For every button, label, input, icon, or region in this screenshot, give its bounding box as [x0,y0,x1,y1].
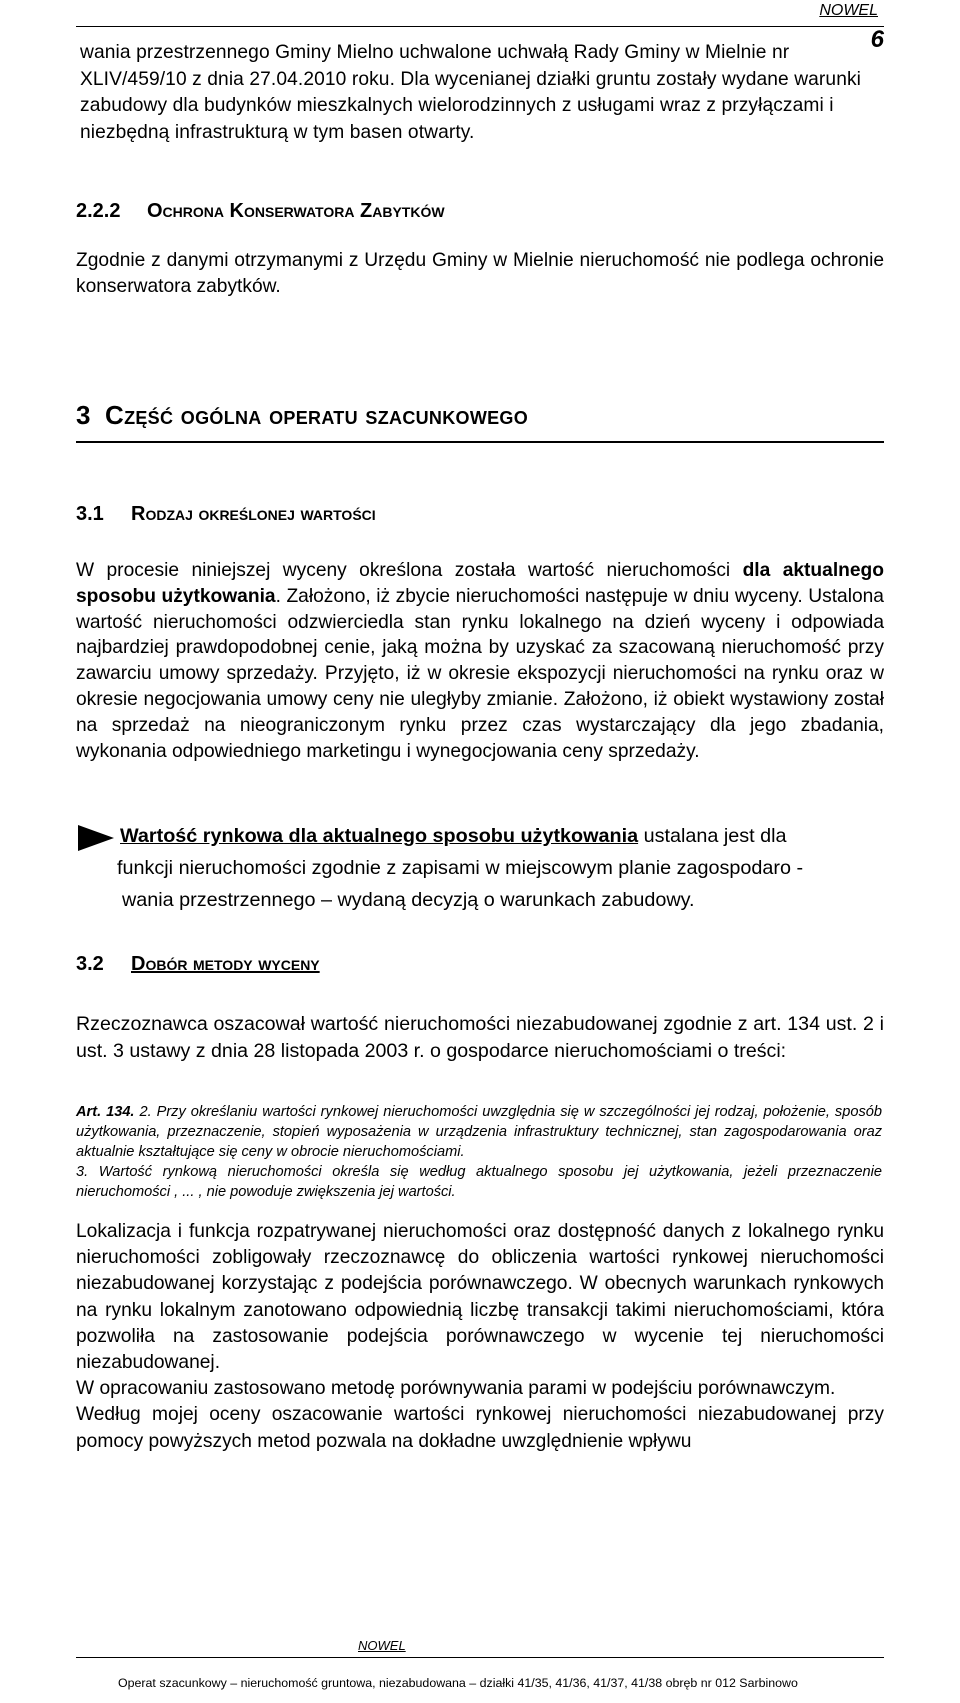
quote-article: Art. 134. [76,1104,135,1120]
footer-brand: NOWEL [358,1638,406,1653]
s31-bold: dla aktualnego sposobu użytkowania [76,560,884,607]
section-number: 3 [76,400,91,430]
s31-paragraph [76,558,884,764]
quote-paragraph-2 [76,1102,882,1162]
section-number: 2.2.2 [76,200,121,222]
s32-paragraph-1: Lokalizacja i funkcja rozpatrywanej nieruchomości oraz dostępność danych z lokalnego rynku nieruchomości zobligowały rzeczoznawcę do obliczenia wartości rynkowej nieruchomości niezabudowanej korzystając z podejścia porównawczego. W obecnych warunkach rynkowych na rynku lokalnym zanotowano odpowiednią liczbę transakcji takimi nieruchomościami, która pozwoliła na zastosowanie podejścia porównawczego w wycenie tej nieruchomości niezabudowanej. [76,1221,884,1374]
section-number: 3.2 [76,953,104,975]
arrow-note-rest: ustalana jest dla [638,825,787,847]
arrow-note-line-2: funkcji nieruchomości zgodnie z zapisami w miejscowym planie zagospodaro - [117,857,804,879]
section-title: Część ogólna operatu szacunkowego [105,400,529,430]
arrow-note-bold: Wartość rynkowa dla aktualnego sposobu użytkowania [120,825,639,847]
arrow-note-line-3: wania przestrzennego – wydaną decyzją o warunkach zabudowy. [122,889,695,911]
header-brand: NOWEL [819,2,878,19]
arrow-note [117,820,880,916]
quote-text-2: 2. Przy określaniu wartości rynkowej nieruchomości uwzględnia się w szczególności jej rodzaj, położenie, sposób użytkowania, przeznaczenie, stopień wyposażenia w urządzenia infrastruktury technicznej, stan zagospodarowania oraz aktualnie kształtujące się ceny w obrocie nieruchomościami. [76,1104,882,1160]
section-title: Rodzaj określonej wartości [131,503,376,525]
section-number: 3.1 [76,503,104,525]
footer-text: Operat szacunkowy – nieruchomość gruntowa, niezabudowana – działki 41/35, 41/36, 41/37, 41/38 obręb nr 012 Sarbinowo [118,1676,798,1690]
s32-paragraph-3: Według mojej oceny oszacowanie wartości rynkowej nieruchomości niezabudowanej przy pomocy powyższych metod pozwala na dokładne uwzględnienie wpływu [76,1404,884,1452]
section-title: Dobór metody wyceny [131,953,320,975]
s32-intro: Rzeczoznawca oszacował wartość nieruchomości niezabudowanej zgodnie z art. 134 ust. 2 i ust. 3 ustawy z dnia 28 listopada 2003 r. o gospodarce nieruchomościami o treści: [76,1013,884,1062]
section-heading-2-2-2 [76,200,445,223]
arrow-note-line-1 [120,820,880,852]
intro-paragraph: wania przestrzennego Gminy Mielno uchwalone uchwałą Rady Gminy w Mielnie nr XLIV/459/10 z dnia 27.04.2010 roku. Dla wycenianej działki gruntu zostały wydane warunki zabudowy dla budynków mieszkalnych wielorodzinnych z usługami wraz z przyłączami i niezbędną infrastrukturą w tym basen otwarty. [80,42,862,143]
s31-text-b: . Założono, iż zbycie nieruchomości następuje w dniu wyceny. Ustalona wartość nieruchomości odzwierciedla stan rynku lokalnego na dzień wyceny i odpowiada najbardziej prawdopodobnej cenie, jaką można by uzyskać za szacowaną nieruchomość przy zawarciu umowy sprzedaży. Przyjęto, iż w okresie ekspozycji nieruchomości na rynku oraz w okresie negocjowania umowy ceny nie uległyby zmianie. Założono, iż obiekt wystawiony został na sprzedaż na nieograniczonym rynku przez czas wystarczający dla jego zbadania, wykonania odpowiedniego marketingu i wynegocjowania ceny sprzedaży. [76,585,884,762]
section-heading-3-2 [76,953,320,976]
header-rule [76,26,884,27]
legal-quote [76,1102,882,1202]
page-number: 6 [870,26,884,53]
s32-paragraph-2: W opracowaniu zastosowano metodę porównywania parami w podejściu porównawczym. [76,1378,836,1400]
section-heading-3-1 [76,503,376,526]
s32-text-block [76,1219,884,1455]
section-heading-3 [76,400,528,431]
quote-paragraph-3: 3. Wartość rynkową nieruchomości określa się według aktualnego sposobu jej użytkowania, jeżeli przeznaczenie nieruchomości , ... , nie powoduje zwiększenia jej wartości. [76,1164,882,1200]
s31-text-a: W procesie niniejszej wyceny określona została wartość nieruchomości [76,560,743,581]
s222-paragraph: Zgodnie z danymi otrzymanymi z Urzędu Gminy w Mielnie nieruchomość nie podlega ochronie konserwatora zabytków. [76,250,884,297]
arrow-right-icon [78,825,114,851]
footer-rule [76,1657,884,1658]
section-rule [76,441,884,443]
section-title: Ochrona Konserwatora Zabytków [147,200,445,222]
